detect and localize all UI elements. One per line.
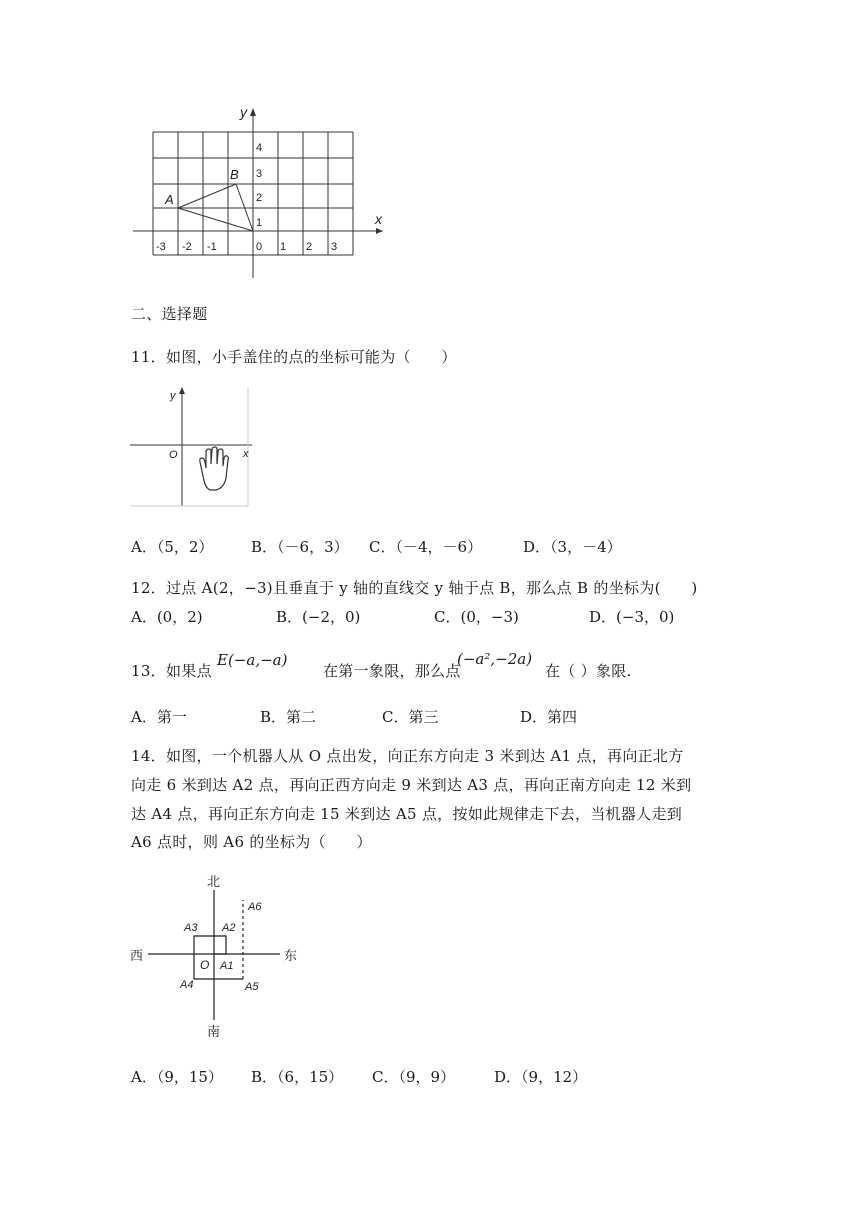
y-tick-label: 1 — [256, 217, 263, 229]
question-11-option-d[interactable]: D．（3，－4） — [523, 538, 622, 556]
question-12-option-d[interactable]: D．(−3，0) — [589, 608, 675, 626]
a6-label: A6 — [248, 901, 262, 913]
origin-label: O — [200, 958, 210, 972]
y-tick-label: 3 — [256, 168, 263, 180]
x-tick-label: -3 — [156, 241, 166, 253]
question-11-option-a[interactable]: A．（5，2） — [131, 538, 214, 556]
question-13-text-start: 13．如果点 — [131, 662, 212, 680]
question-12-option-a[interactable]: A．(0，2) — [131, 608, 203, 626]
point-a-label: A — [165, 192, 174, 207]
west-label: 西 — [130, 948, 144, 963]
question-13-point-e: E(−a,−a) — [217, 651, 288, 669]
y-tick-label: 2 — [256, 192, 263, 204]
x-tick-label: 0 — [256, 241, 263, 253]
y-axis-label: y — [170, 390, 176, 402]
question-14-option-b[interactable]: B．（6，15） — [251, 1068, 344, 1086]
grid-triangle-figure — [128, 100, 390, 280]
question-11-text: 11．如图，小手盖住的点的坐标可能为（ ） — [131, 348, 457, 366]
question-13-option-c[interactable]: C．第三 — [382, 708, 439, 726]
south-label: 南 — [207, 1024, 221, 1039]
question-12-text: 12．过点 A(2，−3)且垂直于 y 轴的直线交 y 轴于点 B，那么点 B 的坐标为( ) — [131, 579, 698, 597]
x-axis-label: x — [375, 211, 382, 227]
question-13-option-d[interactable]: D．第四 — [520, 708, 578, 726]
question-14-line-1: 14．如图，一个机器人从 O 点出发，向正东方向走 3 米到达 A1 点，再向正北方 — [131, 747, 684, 765]
a2-label: A2 — [222, 922, 236, 934]
x-tick-label: 2 — [306, 241, 313, 253]
robot-path-figure — [128, 870, 328, 1040]
question-11-option-c[interactable]: C．（－4，－6） — [369, 538, 483, 556]
a3-label: A3 — [184, 922, 198, 934]
question-13-text-end: 在（ ）象限. — [545, 662, 632, 680]
question-14-line-3: 达 A4 点，再向正东方向走 15 米到达 A5 点，按如此规律走下去，当机器人走到 — [131, 805, 683, 823]
x-tick-label: -1 — [207, 241, 217, 253]
section-title: 二、选择题 — [131, 305, 208, 323]
a1-label: A1 — [220, 960, 234, 972]
east-label: 东 — [284, 948, 298, 963]
question-14-line-2: 向走 6 米到达 A2 点，再向正西方向走 9 米到达 A3 点，再向正南方向走 12 米到 — [131, 776, 692, 794]
north-label: 北 — [207, 874, 221, 889]
a5-label: A5 — [245, 981, 259, 993]
y-tick-label: 4 — [256, 142, 263, 154]
x-tick-label: -2 — [182, 241, 192, 253]
hand-axes-figure — [130, 384, 255, 510]
question-14-option-a[interactable]: A．（9，15） — [131, 1068, 223, 1086]
question-12-option-b[interactable]: B．(−2，0) — [276, 608, 361, 626]
y-axis-label: y — [240, 104, 247, 120]
origin-label: O — [169, 449, 178, 461]
point-b-label: B — [230, 167, 239, 182]
question-13-option-a[interactable]: A．第一 — [131, 708, 187, 726]
hand-icon — [200, 447, 229, 490]
x-axis-label: x — [243, 448, 249, 460]
question-13-point-expr: (−a²,−2a) — [457, 650, 533, 668]
a4-label: A4 — [180, 979, 194, 991]
question-14-line-4: A6 点时，则 A6 的坐标为（ ） — [131, 833, 372, 851]
x-tick-label: 3 — [331, 241, 338, 253]
question-11-option-b[interactable]: B．（－6，3） — [251, 538, 349, 556]
question-14-option-c[interactable]: C．（9，9） — [372, 1068, 456, 1086]
question-13-text-mid: 在第一象限，那么点 — [323, 662, 461, 680]
question-12-option-c[interactable]: C．(0，−3) — [434, 608, 519, 626]
question-14-option-d[interactable]: D．（9，12） — [494, 1068, 588, 1086]
x-tick-label: 1 — [280, 241, 287, 253]
question-13-option-b[interactable]: B．第二 — [260, 708, 317, 726]
